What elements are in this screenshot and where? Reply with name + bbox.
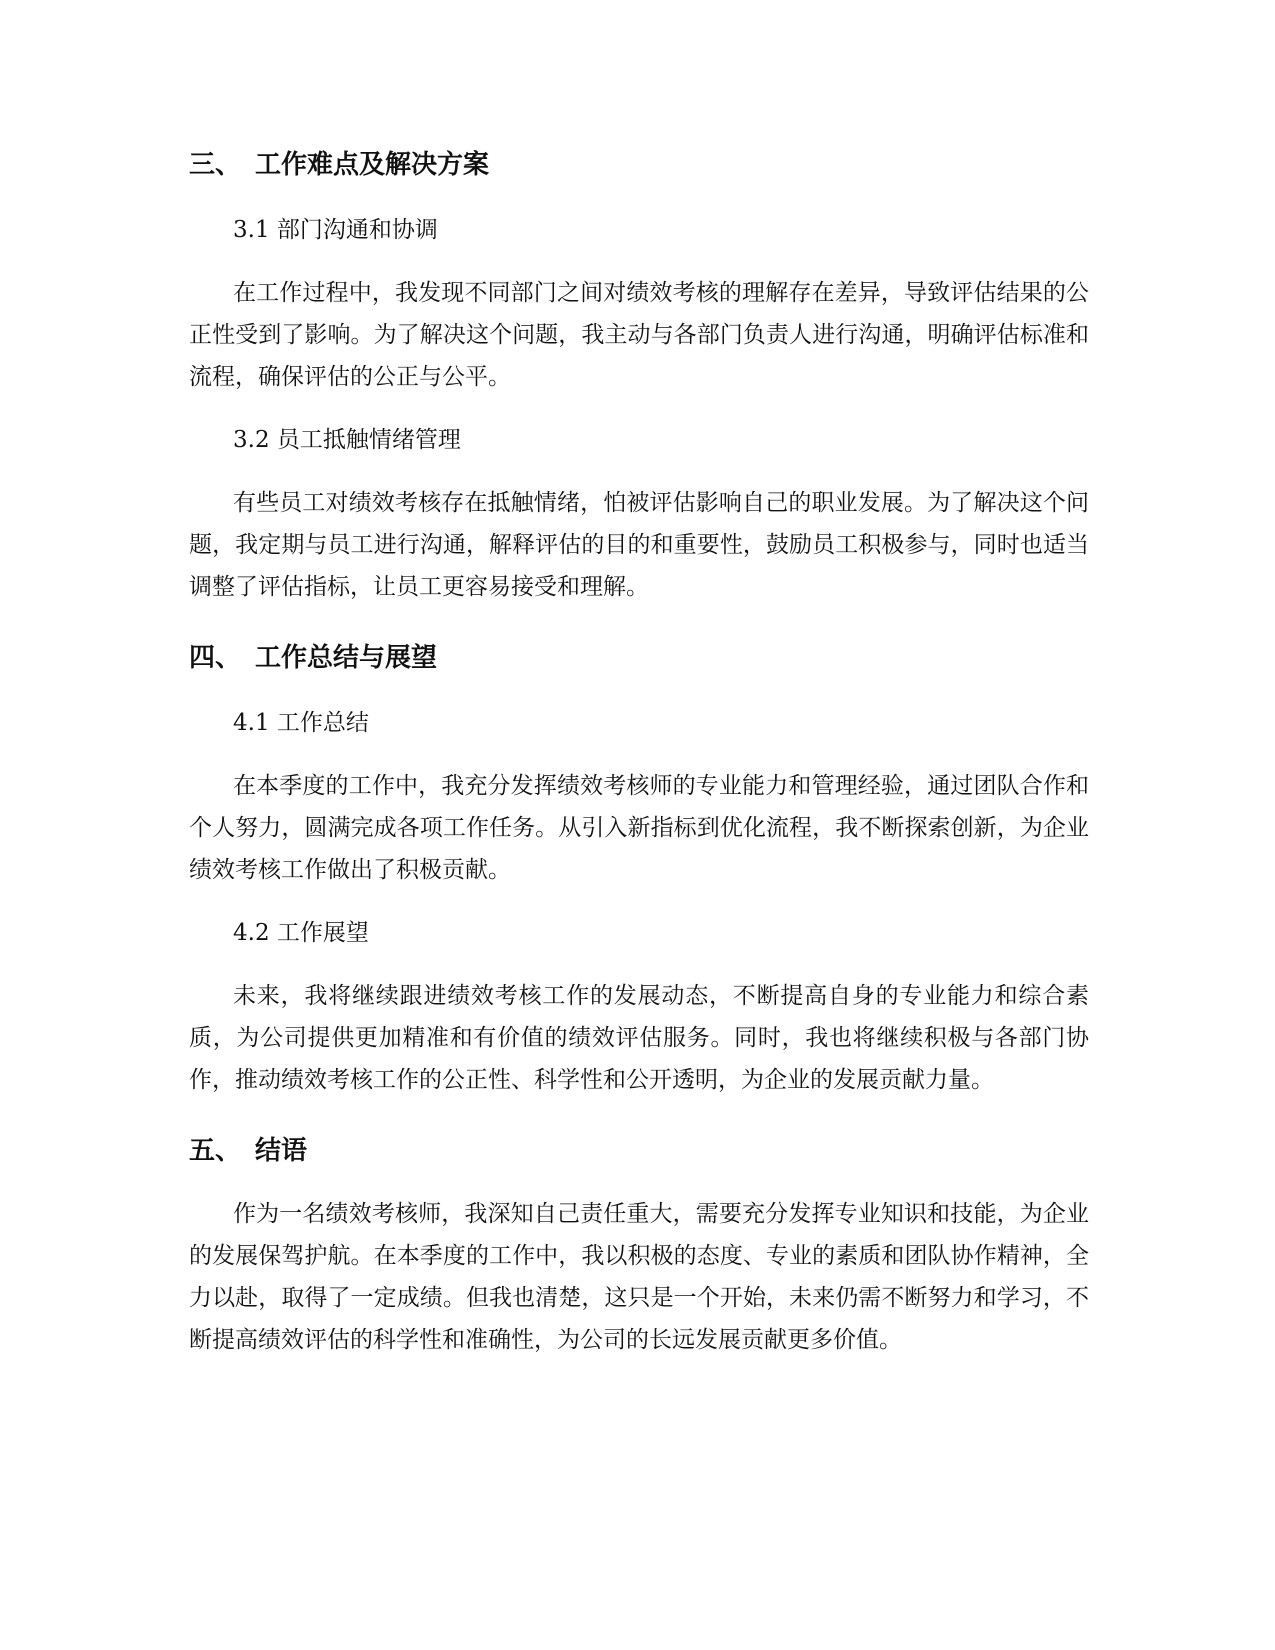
section-title: 工作总结与展望	[255, 643, 438, 673]
paragraph-5: 作为一名绩效考核师，我深知自己责任重大，需要充分发挥专业知识和技能，为企业的发展保驾护航。在本季度的工作中，我以积极的态度、专业的素质和团队协作精神，全力以赴，取得了一定成绩。但我也清楚，这只是一个开始，未来仍需不断努力和学习，不断提高绩效评估的科学性和准确性，为公司的长远发展贡献更多价值。	[189, 1201, 1089, 1353]
paragraph-4-2: 未来，我将继续跟进绩效考核工作的发展动态，不断提高自身的专业能力和综合素质，为公司提供更加精准和有价值的绩效评估服务。同时，我也将继续积极与各部门协作，推动绩效考核工作的公正性、科学性和公开透明，为企业的发展贡献力量。	[189, 983, 1089, 1093]
section-heading-3	[189, 145, 1089, 185]
subsection-heading-4-1: 4.1 工作总结	[233, 710, 369, 736]
document-body	[189, 145, 1089, 1361]
section-number: 四、	[189, 643, 242, 673]
section-number: 五、	[189, 1136, 242, 1166]
paragraph-3-2: 有些员工对绩效考核存在抵触情绪，怕被评估影响自己的职业发展。为了解决这个问题，我定期与员工进行沟通，解释评估的目的和重要性，鼓励员工积极参与，同时也适当调整了评估指标，让员工更容易接受和理解。	[189, 490, 1089, 600]
subsection-heading-4-2: 4.2 工作展望	[233, 920, 369, 946]
section-heading-5	[189, 1131, 1089, 1171]
section-heading-4	[189, 638, 1089, 678]
section-number: 三、	[189, 150, 242, 180]
subsection-heading-3-2: 3.2 员工抵触情绪管理	[233, 427, 461, 453]
paragraph-3-1: 在工作过程中，我发现不同部门之间对绩效考核的理解存在差异，导致评估结果的公正性受到了影响。为了解决这个问题，我主动与各部门负责人进行沟通，明确评估标准和流程，确保评估的公正与公平。	[189, 280, 1089, 390]
section-title: 工作难点及解决方案	[255, 150, 490, 180]
section-title: 结语	[255, 1136, 308, 1166]
paragraph-4-1: 在本季度的工作中，我充分发挥绩效考核师的专业能力和管理经验，通过团队合作和个人努力，圆满完成各项工作任务。从引入新指标到优化流程，我不断探索创新，为企业绩效考核工作做出了积极贡献。	[189, 773, 1089, 883]
subsection-heading-3-1: 3.1 部门沟通和协调	[233, 217, 438, 243]
